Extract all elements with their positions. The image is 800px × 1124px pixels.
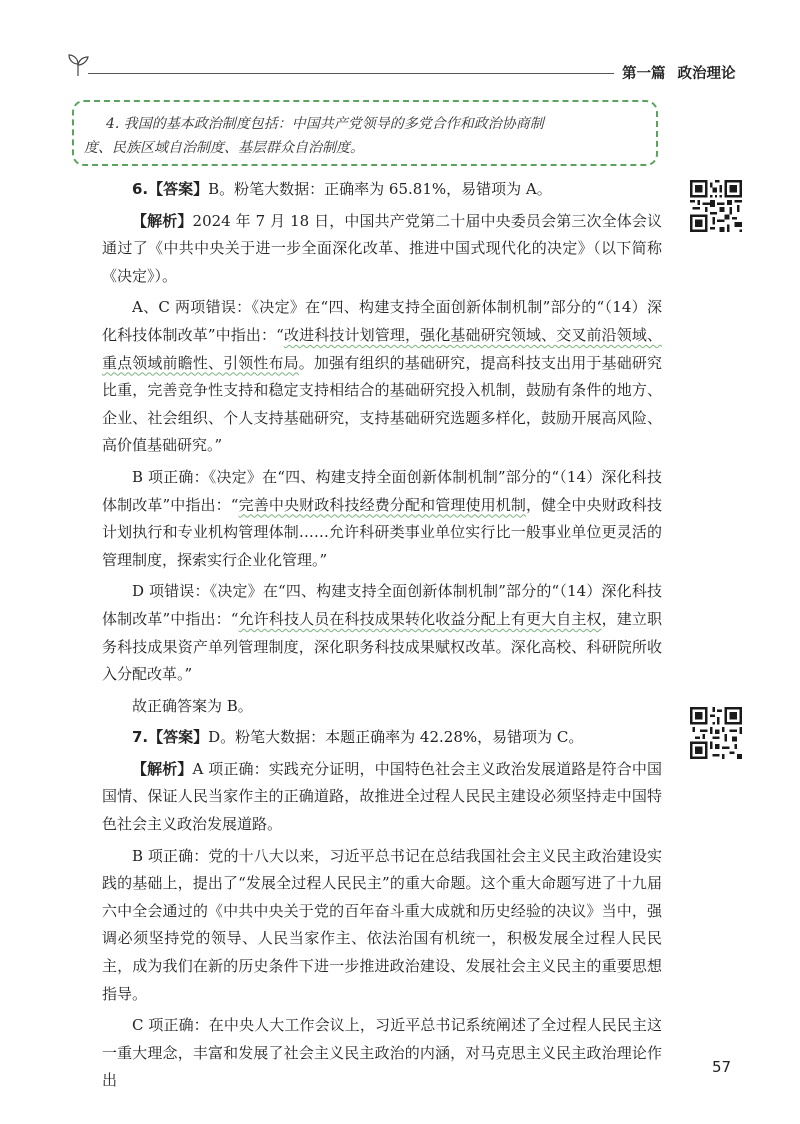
note-line-1: 4. 我国的基本政治制度包括：中国共产党领导的多党合作和政治协商制 bbox=[106, 116, 544, 132]
handwritten-note-box bbox=[72, 100, 658, 166]
q7-analysis bbox=[102, 756, 662, 839]
q6-ac-lead: A、C 两项错误：《决定》在“四、构建支持全面创新体制机制”部分的“（14）深化科技体制改革”中指出：“ bbox=[102, 298, 662, 344]
q6-option-ac bbox=[102, 294, 662, 460]
answer-explanations bbox=[102, 176, 662, 1095]
q7-answer bbox=[102, 724, 662, 752]
q7-answer-text: D。粉笔大数据：本题正确率为 42.28%，易错项为 C。 bbox=[208, 728, 584, 747]
header-part: 第一篇 bbox=[622, 66, 666, 82]
q7-analysis-text: A 项正确：实践充分证明，中国特色社会主义政治发展道路是符合中国国情、保证人民当家作主的正确道路，故推进全过程人民民主建设必须坚持走中国特色社会主义政治发展道路。 bbox=[102, 759, 662, 834]
q6-d-lead: D 项错误：《决定》在“四、构建支持全面创新体制机制”部分的“（14）深化科技体制改革”中指出：“ bbox=[102, 582, 662, 628]
q6-answer bbox=[102, 176, 662, 204]
qr-code-icon[interactable] bbox=[690, 707, 742, 759]
q6-analysis-text: 2024 年 7 月 18 日，中国共产党第二十届中央委员会第三次全体会议通过了《中共中央关于进一步全面深化改革、推进中国式现代化的决定》（以下简称《决定》）。 bbox=[102, 211, 662, 285]
qr-code-icon[interactable] bbox=[690, 180, 742, 232]
q7-option-c: C 项正确：在中央人大工作会议上，习近平总书记系统阐述了全过程人民民主这一重大理念，丰富和发展了社会主义民主政治的内涵，对马克思主义民主政治理论作出 bbox=[102, 1016, 662, 1090]
header-section: 政治理论 bbox=[677, 66, 736, 82]
q6-analysis bbox=[102, 208, 662, 291]
sprout-leaf-icon bbox=[64, 52, 92, 78]
q7-analysis-label: 【解析】 bbox=[132, 759, 193, 778]
header-rule bbox=[88, 73, 614, 74]
page-number: 57 bbox=[712, 1058, 732, 1076]
q6-b-tail: ，健全中央财政科技计划执行和专业机构管理体制……允许科研类事业单位实行比一般事业单位更灵活的管理制度，探索实行企业化管理。” bbox=[102, 495, 662, 569]
q7-option-b: B 项正确：党的十八大以来，习近平总书记在总结我国社会主义民主政治建设实践的基础上，提出了“发展全过程人民民主”的重大命题。这个重大命题写进了十九届六中全会通过的《中共中央关于党的百年奋斗重大成就和历史经验的决议》当中，强调必须坚持党的领导、人民当家作主、依法治国有机统一，积极发展全过程人民民主，成为我们在新的历史条件下进一步推进政治建设、发展社会主义民主的重要思想指导。 bbox=[102, 846, 662, 1003]
note-line-2: 度、民族区域自治制度、基层群众自治制度。 bbox=[84, 140, 364, 156]
q6-analysis-label: 【解析】 bbox=[132, 211, 193, 230]
q6-d-underlined: 允许科技人员在科技成果转化收益分配上有更大自主权 bbox=[238, 609, 602, 628]
q6-answer-label: 6.【答案】 bbox=[132, 180, 209, 198]
running-header bbox=[622, 62, 736, 83]
q6-d-tail: ，建立职务科技成果资产单列管理制度，深化职务科技成果赋权改革。深化高校、科研院所收入分配改革。” bbox=[102, 609, 662, 684]
q6-b-underlined: 完善中央财政科技经费分配和管理使用机制 bbox=[238, 495, 526, 514]
q6-option-d bbox=[102, 578, 662, 688]
q6-option-b bbox=[102, 464, 662, 574]
q6-ac-underlined: 改进科技计划管理，强化基础研究领域、交叉前沿领域、重点领域前瞻性、引领性布局 bbox=[102, 325, 662, 372]
q6-conclusion: 故正确答案为 B。 bbox=[132, 696, 253, 715]
q6-answer-text: B。粉笔大数据：正确率为 65.81%，易错项为 A。 bbox=[208, 180, 552, 198]
q6-b-lead: B 项正确：《决定》在“四、构建支持全面创新体制机制”部分的“（14）深化科技体制改革”中指出：“ bbox=[102, 467, 662, 514]
q7-answer-label: 7.【答案】 bbox=[132, 728, 209, 747]
q6-ac-tail: 。加强有组织的基础研究，提高科技支出用于基础研究比重，完善竞争性支持和稳定支持相结合的基础研究投入机制，鼓励有条件的地方、企业、社会组织、个人支持基础研究，支持基础研究选题多样化，鼓励开展高风险、高价值基础研究。” bbox=[102, 353, 662, 455]
